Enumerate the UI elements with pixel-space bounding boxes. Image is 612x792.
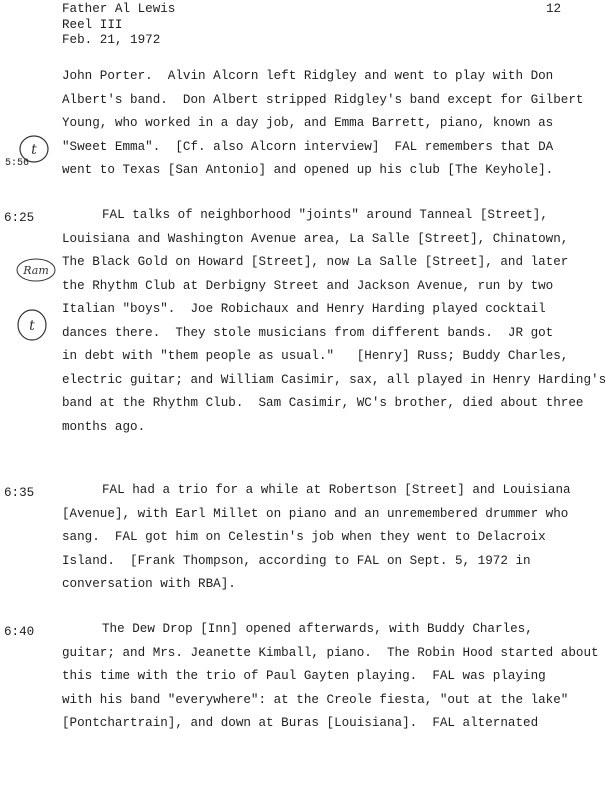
text-line: Young, who worked in a day job, and Emma Barrett, piano, known as	[62, 116, 554, 130]
text-line: sang. FAL got him on Celestin's job when they went to Delacroix	[62, 530, 546, 544]
text-line: FAL talks of neighborhood "joints" around Tanneal [Street],	[102, 208, 548, 222]
text-line: The Black Gold on Howard [Street], now La Salle [Street], and later	[62, 255, 569, 269]
page-number: 12	[546, 2, 562, 16]
text-line: Italian "boys". Joe Robichaux and Henry Harding played cocktail	[62, 302, 546, 316]
text-line: with his band "everywhere": at the Creole fiesta, "out at the lake"	[62, 692, 569, 707]
text-line: dances there. They stole musicians from different bands. JR got	[62, 325, 554, 340]
document-header	[62, 2, 175, 49]
text-line: John Porter. Alvin Alcorn left Ridgley and went to play with Don	[62, 69, 554, 83]
text-line: Louisiana and Washington Avenue area, La Salle [Street], Chinatown,	[62, 231, 569, 246]
paragraph	[62, 65, 602, 183]
text-line: band at the Rhythm Club. Sam Casimir, WC's brother, died about three	[62, 396, 584, 410]
paragraph	[62, 618, 602, 736]
text-line: Albert's band. Don Albert stripped Ridgley's band except for Gilbert	[62, 92, 584, 107]
text-line: The Dew Drop [Inn] opened afterwards, with Buddy Charles,	[102, 622, 533, 636]
text-line: conversation with RBA].	[62, 577, 236, 591]
timestamp: 6:25	[4, 211, 35, 225]
text-line: [Avenue], with Earl Millet on piano and an unremembered drummer who	[62, 506, 569, 521]
text-line: guitar; and Mrs. Jeanette Kimball, piano. The Robin Hood started about	[62, 645, 599, 660]
paragraph	[62, 204, 607, 439]
text-line: in debt with "them people as usual." [Henry] Russ; Buddy Charles,	[62, 349, 569, 363]
timestamp: 5:56	[5, 158, 30, 169]
timestamp: 6:35	[4, 486, 35, 500]
handwritten-mark-text: t	[31, 142, 37, 158]
text-line: "Sweet Emma". [Cf. also Alcorn interview] FAL remembers that DA	[62, 139, 554, 154]
text-line: FAL had a trio for a while at Robertson [Street] and Louisiana	[102, 483, 571, 497]
interviewee-name: Father Al Lewis	[62, 2, 176, 16]
reel-label: Reel III	[62, 17, 123, 32]
text-line: [Pontchartrain], and down at Buras [Louisiana]. FAL alternated	[62, 716, 539, 730]
interview-date: Feb. 21, 1972	[62, 33, 161, 47]
handwritten-circle-mark	[14, 307, 50, 343]
timestamp: 6:40	[4, 625, 35, 639]
text-line: the Rhythm Club at Derbigny Street and Jackson Avenue, run by two	[62, 278, 554, 293]
handwritten-circle-mark	[16, 132, 52, 166]
handwritten-mark-text: t	[29, 318, 35, 334]
handwritten-circle-mark	[14, 255, 58, 285]
text-line: this time with the trio of Paul Gayten playing. FAL was playing	[62, 669, 546, 683]
text-line: Island. [Frank Thompson, according to FAL on Sept. 5, 1972 in	[62, 553, 531, 568]
text-line: electric guitar; and William Casimir, sax, all played in Henry Harding's	[62, 372, 607, 387]
handwritten-mark-text: Ram	[23, 264, 49, 277]
text-line: months ago.	[62, 419, 146, 434]
paragraph	[62, 479, 602, 597]
text-line: went to Texas [San Antonio] and opened up his club [The Keyhole].	[62, 163, 554, 177]
